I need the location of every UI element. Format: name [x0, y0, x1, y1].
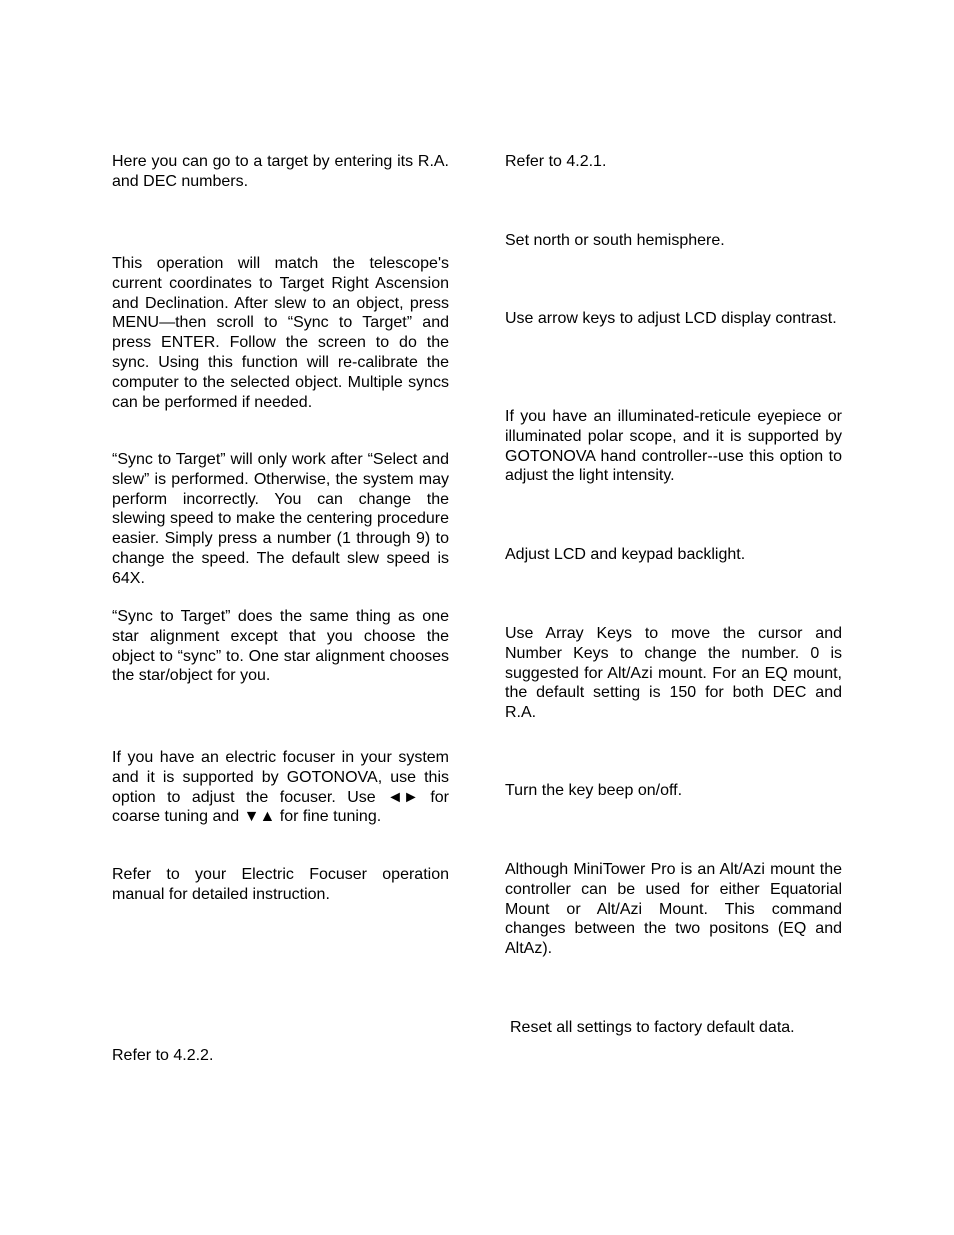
electric-focuser-reference: Refer to your Electric Focuser operation manual for detailed instruction. [112, 866, 449, 903]
goto-radec-text: Here you can go to a target by entering its R.A. and DEC numbers. [112, 153, 449, 190]
refer-4-2-1-text: Refer to 4.2.1. [505, 153, 607, 170]
key-beep-text: Turn the key beep on/off. [505, 782, 683, 799]
sync-to-target-description: This operation will match the telescope's current coordinates to Target Right Ascension and Declination. After slew to an object, press MENU—then scroll to “Sync to Target” and press ENTER. Follow the screen to do the sync. Using this function will re-calibrate the computer to the selected object. Multiple syncs can be performed if needed. [112, 255, 449, 411]
hemisphere-text: Set north or south hemisphere. [505, 232, 725, 249]
sync-to-target-note: “Sync to Target” will only work after “Select and slew” is performed. Otherwise, the system may perform incorrectly. You can change the slewing speed to make the centering procedure easier. Simply press a number (1 through 9) to change the speed. The default slew speed is 64X. [112, 451, 449, 587]
lcd-contrast-text: Use arrow keys to adjust LCD display contrast. [505, 310, 837, 327]
backlight-text: Adjust LCD and keypad backlight. [505, 546, 746, 563]
factory-reset-text: Reset all settings to factory default data. [510, 1019, 795, 1036]
electric-focuser-description: If you have an electric focuser in your system and it is supported by GOTONOVA, use this option to adjust the focuser. Use ◄► for coarse tuning and ▼▲ for fine tuning. [112, 749, 449, 826]
refer-4-2-2-text: Refer to 4.2.2. [112, 1047, 214, 1064]
backlash-text: Use Array Keys to move the cursor and Number Keys to change the number. 0 is suggested for Alt/Azi mount. For an EQ mount, the default setting is 150 for both DEC and R.A. [505, 625, 842, 722]
sync-vs-alignment-text: “Sync to Target” does the same thing as one star alignment except that you choose the object to “sync” to. One star alignment chooses the star/object for you. [112, 608, 449, 685]
mount-type-text: Although MiniTower Pro is an Alt/Azi mount the controller can be used for either Equatorial Mount or Alt/Azi Mount. This command changes between the two positons (EQ and AltAz). [505, 861, 842, 958]
reticule-brightness-text: If you have an illuminated-reticule eyepiece or illuminated polar scope, and it is supported by GOTONOVA hand controller--use this option to adjust the light intensity. [505, 408, 842, 485]
